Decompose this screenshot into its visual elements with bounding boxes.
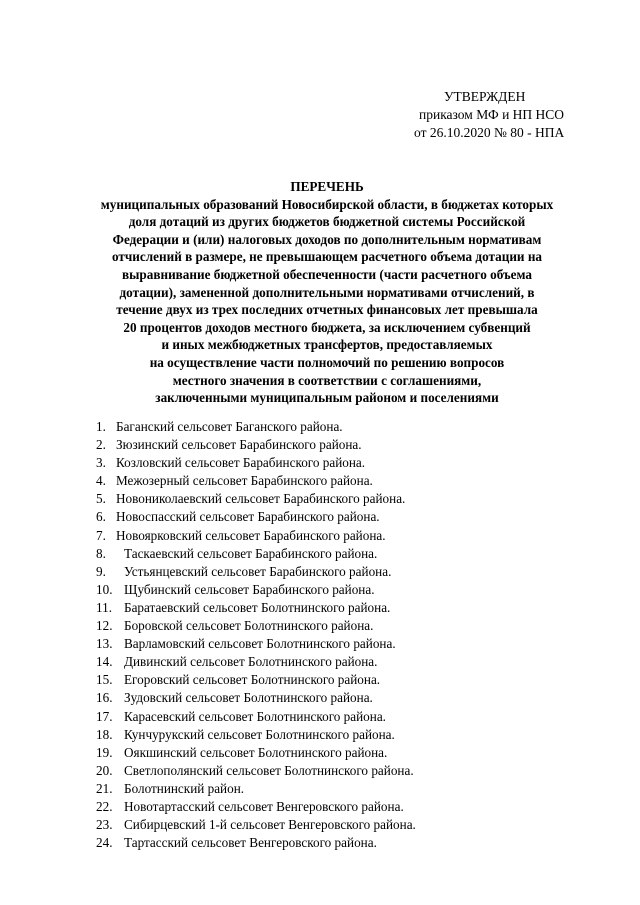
list-item <box>96 490 576 508</box>
list-item-text: Боровской сельсовет Болотнинского района. <box>124 618 374 634</box>
approval-title: УТВЕРЖДЕН <box>444 89 526 104</box>
list-item-number: 4. <box>96 473 106 489</box>
approval-order: приказом МФ и НП НСО <box>419 107 565 122</box>
list-item <box>96 671 576 689</box>
list-item <box>96 454 576 472</box>
list-item-number: 15. <box>96 672 113 688</box>
approval-stamp <box>400 88 600 142</box>
list-item <box>96 617 576 635</box>
list-item-text: Новотартасский сельсовет Венгеровского района. <box>124 798 404 814</box>
list-item-number: 19. <box>96 744 113 760</box>
list-item-text: Зюзинский сельсовет Барабинского района. <box>116 437 362 453</box>
list-item <box>96 545 576 563</box>
list-item-text: Межозерный сельсовет Барабинского района. <box>116 473 373 489</box>
list-item-text: Оякшинский сельсовет Болотнинского района. <box>124 744 388 760</box>
list-item-number: 23. <box>96 817 113 833</box>
list-item-number: 3. <box>96 455 106 471</box>
list-item-number: 18. <box>96 726 113 742</box>
list-item-text: Устьянцевский сельсовет Барабинского района. <box>124 563 392 579</box>
list-item-number: 16. <box>96 690 113 706</box>
list-item-number: 11. <box>96 599 112 615</box>
title-line: доля дотаций из других бюджетов бюджетной системы Российской <box>128 214 526 230</box>
list-item-text: Новоярковский сельсовет Барабинского района. <box>116 527 386 543</box>
title-line: 20 процентов доходов местного бюджета, за исключением субвенций <box>123 319 531 335</box>
list-item-text: Зудовский сельсовет Болотнинского района. <box>124 690 373 706</box>
title-line: на осуществление части полномочий по решению вопросов <box>149 354 505 370</box>
list-item-text: Тартасский сельсовет Венгеровского района. <box>124 835 377 851</box>
list-item-number: 5. <box>96 491 106 507</box>
list-item <box>96 744 576 762</box>
municipality-list <box>96 418 576 852</box>
list-item-text: Кунчурукский сельсовет Болотнинского района. <box>124 726 395 742</box>
title-line: заключенными муниципальным районом и поселениями <box>155 390 499 406</box>
list-item <box>96 635 576 653</box>
title-line: и иных межбюджетных трансфертов, предоставляемых <box>161 337 493 353</box>
title-line: выравнивание бюджетной обеспеченности (части расчетного объема <box>122 266 532 282</box>
list-item <box>96 798 576 816</box>
list-item-number: 8. <box>96 545 106 561</box>
list-item-text: Дивинский сельсовет Болотнинского района. <box>124 654 378 670</box>
list-item-number: 14. <box>96 654 113 670</box>
list-item <box>96 508 576 526</box>
list-item-text: Новоспасский сельсовет Барабинского района. <box>116 509 380 525</box>
list-item <box>96 762 576 780</box>
list-item <box>96 581 576 599</box>
title-line: Федерации и (или) налоговых доходов по дополнительным нормативам <box>112 231 542 247</box>
list-item-number: 21. <box>96 780 113 796</box>
list-item <box>96 780 576 798</box>
list-item <box>96 436 576 454</box>
list-item-text: Баганский сельсовет Баганского района. <box>116 419 343 434</box>
list-item-number: 12. <box>96 618 113 634</box>
approval-date: от 26.10.2020 № 80 - НПА <box>414 125 565 140</box>
list-item-text: Козловский сельсовет Барабинского района. <box>116 455 366 471</box>
list-item-number: 22. <box>96 798 113 814</box>
list-item <box>96 689 576 707</box>
list-item <box>96 527 576 545</box>
list-item-number: 13. <box>96 636 113 652</box>
list-item <box>96 563 576 581</box>
list-item-text: Карасевский сельсовет Болотнинского района. <box>124 708 386 724</box>
title-line: отчислений в размере, не превышающем расчетного объема дотации на <box>111 249 543 265</box>
list-item-text: Таскаевский сельсовет Барабинского района. <box>124 545 378 561</box>
list-item-text: Светлополянский сельсовет Болотнинского района. <box>124 762 414 778</box>
list-item-number: 24. <box>96 835 113 851</box>
list-item-number: 6. <box>96 509 106 525</box>
title-heading: ПЕРЕЧЕНЬ <box>290 179 364 194</box>
title-line: местного значения в соответствии с соглашениями, <box>172 372 482 388</box>
list-item-text: Егоровский сельсовет Болотнинского района. <box>124 672 381 688</box>
list-item <box>96 708 576 726</box>
list-item-text: Сибирцевский 1-й сельсовет Венгеровского района. <box>124 817 416 833</box>
list-item <box>96 472 576 490</box>
list-item-number: 17. <box>96 708 113 724</box>
list-item-number: 1. <box>96 419 106 434</box>
list-item-text: Болотнинский район. <box>124 780 245 796</box>
document-title <box>62 178 592 407</box>
list-item <box>96 653 576 671</box>
title-line: муниципальных образований Новосибирской области, в бюджетах которых <box>100 196 554 212</box>
list-item <box>96 834 576 852</box>
list-item <box>96 418 576 436</box>
list-item <box>96 816 576 834</box>
list-item <box>96 599 576 617</box>
list-item-text: Варламовский сельсовет Болотнинского района. <box>124 636 396 652</box>
title-line: дотации), замененной дополнительными нормативами отчислений, в <box>119 284 535 300</box>
list-item-text: Щубинский сельсовет Барабинского района. <box>124 581 375 597</box>
list-item-number: 20. <box>96 762 113 778</box>
list-item <box>96 726 576 744</box>
list-item-text: Новониколаевский сельсовет Барабинского района. <box>116 491 406 507</box>
list-item-number: 7. <box>96 527 106 543</box>
list-item-number: 9. <box>96 563 106 579</box>
list-item-text: Баратаевский сельсовет Болотнинского района. <box>124 599 391 615</box>
list-item-number: 10. <box>96 581 113 597</box>
list-item-number: 2. <box>96 437 106 453</box>
title-line: течение двух из трех последних отчетных финансовых лет превышала <box>116 302 538 318</box>
